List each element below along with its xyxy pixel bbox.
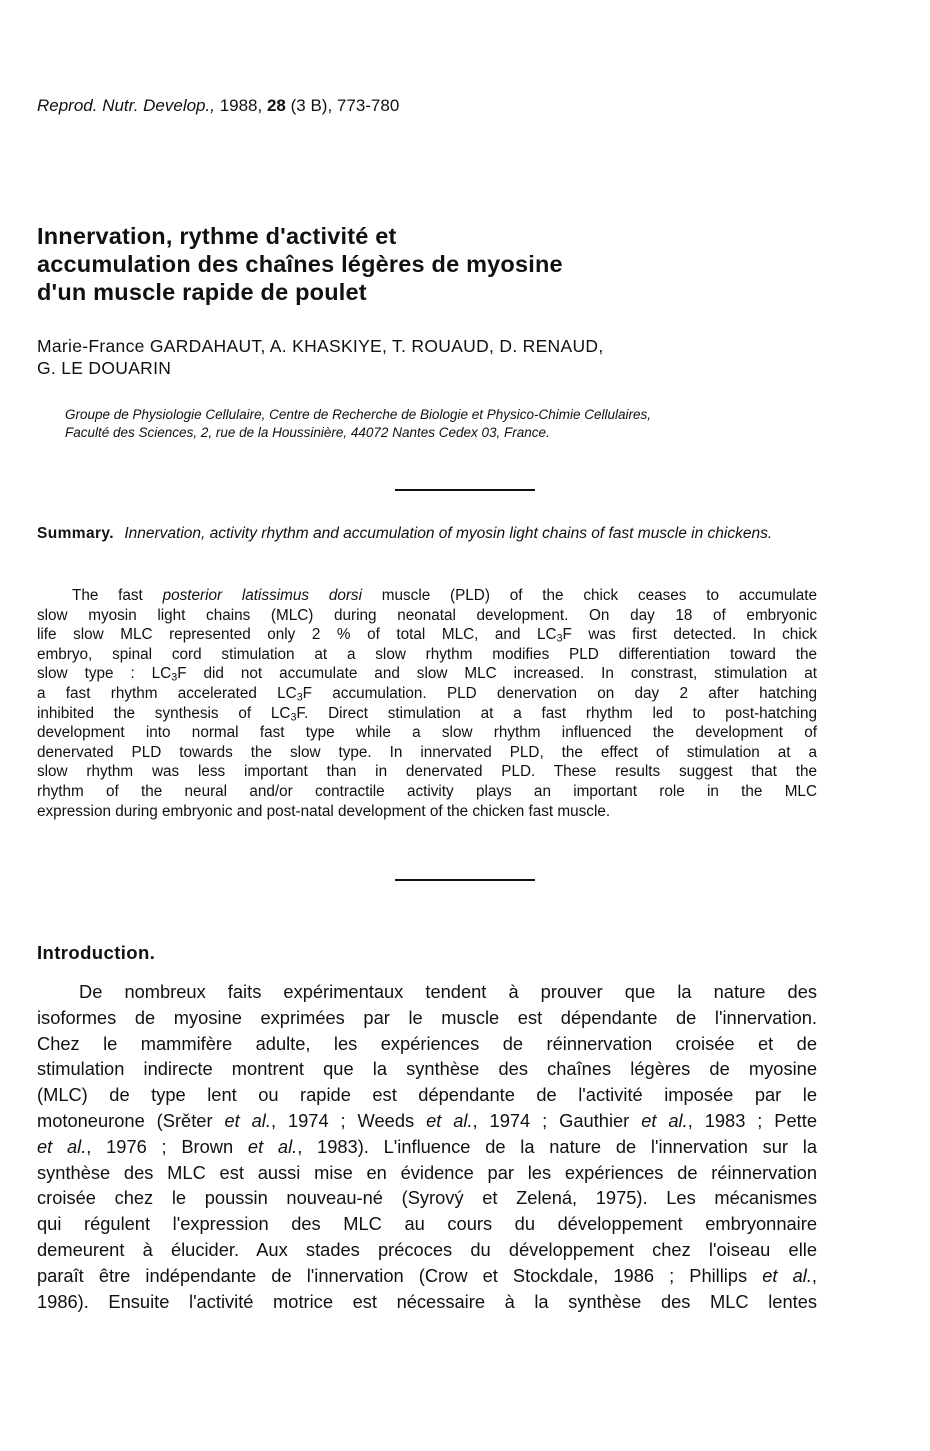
abstract-line: rhythm of the neural and/or contractile activity plays an important role in the MLC (37, 782, 817, 800)
article-title (37, 222, 737, 306)
introduction-line: 1986). Ensuite l'activité motrice est nécessaire à la synthèse des MLC lentes (37, 1290, 817, 1312)
summary-label: Summary. (37, 525, 114, 542)
abstract-line: denervated PLD towards the slow type. In innervated PLD, the effect of stimulation at a (37, 743, 817, 761)
abstract-line: embryo, spinal cord stimulation at a slow rhythm modifies PLD differentiation toward the (37, 645, 817, 663)
title-line: Innervation, rythme d'activité et (37, 223, 397, 249)
abstract-line: development into normal fast type while a slow rhythm influenced the development of (37, 724, 817, 742)
introduction-line: De nombreux faits expérimentaux tendent à prouver que la nature des (79, 981, 817, 1002)
introduction-line: Chez le mammifère adulte, les expériences de réinnervation croisée et de (37, 1032, 817, 1054)
journal-name: Reprod. Nutr. Develop., (37, 96, 215, 115)
title-line: d'un muscle rapide de poulet (37, 279, 367, 305)
subscript: 3 (296, 691, 303, 704)
introduction-body (37, 979, 817, 1314)
abstract-body (37, 586, 817, 821)
introduction-line: stimulation indirecte montrent que la synthèse des chaînes légères de myosine (37, 1058, 817, 1080)
author-list (37, 335, 604, 379)
abstract-line: The fast posterior latissimus dorsi muscle (PLD) of the chick ceases to accumulate (72, 587, 817, 604)
subscript: 3 (171, 672, 178, 685)
summary-title: Innervation, activity rhythm and accumulation of myosin light chains of fast muscle in chickens. (124, 525, 773, 542)
affiliation (65, 406, 825, 442)
introduction-heading: Introduction. (37, 942, 156, 963)
abstract-line: life slow MLC represented only 2 % of total MLC, and $LC_3F$ was first detected. In chick (37, 626, 817, 645)
introduction-line: paraît être indépendante de l'innervation (Crow et Stockdale, 1986 ; Phillips et al., (37, 1264, 817, 1286)
journal-citation (37, 96, 399, 116)
subscript: 3 (556, 632, 563, 645)
journal-volume: 28 (266, 96, 286, 115)
italic-citation: et al. (37, 1135, 87, 1157)
abstract-line: slow myosin light chains (MLC) during neonatal development. On day 18 of embryonic (37, 606, 817, 624)
abstract-line: expression during embryonic and post-natal development of the chicken fast muscle. (37, 802, 611, 820)
italic-citation: et al. (762, 1264, 812, 1286)
journal-year: 1988, (219, 96, 263, 115)
section-divider (395, 879, 535, 881)
italic-citation: et al. (247, 1135, 298, 1157)
affiliation-line: Faculté des Sciences, 2, rue de la Houssinière, 44072 Nantes Cedex 03, France. (65, 425, 550, 440)
italic-citation: et al. (224, 1109, 271, 1131)
introduction-line: (MLC) de type lent ou rapide est dépendante de l'activité imposée par le (37, 1084, 817, 1106)
affiliation-line: Groupe de Physiologie Cellulaire, Centre de Recherche de Biologie et Physico-Chimie Cellulaires, (65, 407, 652, 422)
summary-heading (37, 524, 817, 544)
authors-line: Marie-France GARDAHAUT, A. KHASKIYE, T. ROUAUD, D. RENAUD, (37, 336, 604, 356)
introduction-line: synthèse des MLC est aussi mise en évidence par les expériences de réinnervation (37, 1161, 817, 1183)
introduction-line: demeurent à élucider. Aux stades précoces du développement chez l'oiseau elle (37, 1238, 817, 1260)
abstract-line: slow type : $LC_3F$ did not accumulate and slow MLC increased. In constrast, stimulation at (37, 665, 818, 685)
italic-citation: et al. (426, 1109, 473, 1131)
title-line: accumulation des chaînes légères de myosine (37, 251, 563, 277)
muscle-name: posterior latissimus dorsi (162, 587, 362, 604)
introduction-line: isoformes de myosine exprimées par le muscle est dépendante de l'innervation. (37, 1006, 817, 1028)
italic-citation: et al. (641, 1109, 688, 1131)
introduction-line: motoneurone (Srěter et al., 1974 ; Weeds et al., 1974 ; Gauthier et al., 1983 ; Pette (37, 1109, 817, 1131)
abstract-line: slow rhythm was less important than in denervated PLD. These results suggest that the (37, 763, 817, 781)
section-divider (395, 489, 535, 491)
introduction-line: qui régulent l'expression des MLC au cours du développement embryonnaire (37, 1213, 817, 1235)
journal-issue-pages: (3 B), 773-780 (290, 96, 400, 115)
introduction-line: et al., 1976 ; Brown et al., 1983). L'influence de la nature de l'innervation sur la (37, 1135, 817, 1157)
authors-line: G. LE DOUARIN (37, 358, 172, 378)
subscript: 3 (290, 711, 297, 724)
abstract-line: inhibited the synthesis of $LC_3F$. Direct stimulation at a fast rhythm led to post-hatching (37, 704, 817, 724)
abstract-line: a fast rhythm accelerated $LC_3F$ accumulation. PLD denervation on day 2 after hatching (37, 684, 817, 704)
introduction-line: croisée chez le poussin nouveau-né (Syrový et Zelená, 1975). Les mécanismes (37, 1187, 817, 1209)
